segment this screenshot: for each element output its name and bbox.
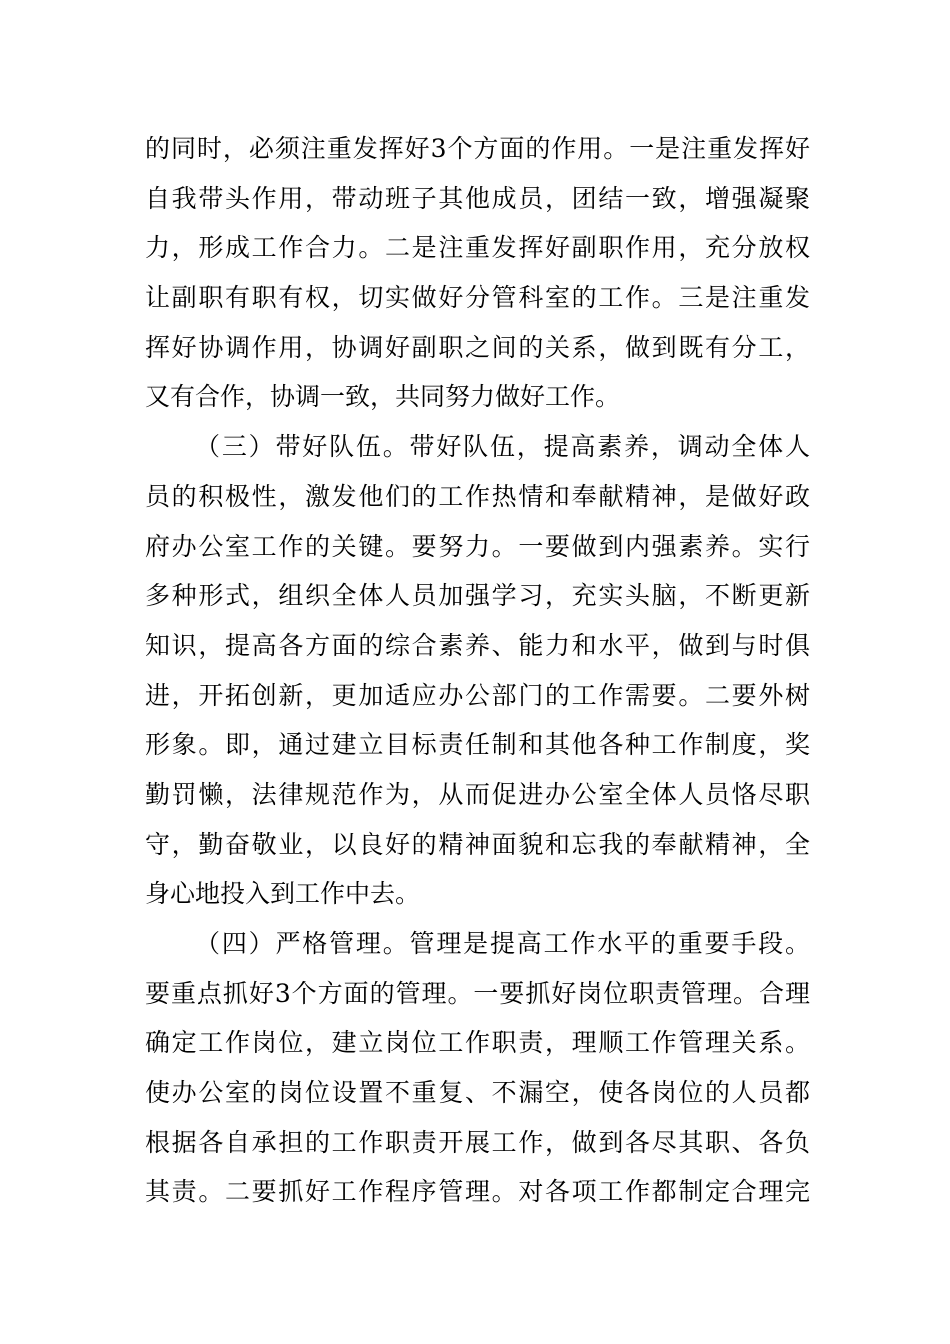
text-line: 要重点抓好3个方面的管理。一要抓好岗位职责管理。合理	[145, 978, 810, 1008]
text-line: 确定工作岗位，建立岗位工作职责，理顺工作管理关系。	[145, 1028, 810, 1058]
text-line: 根据各自承担的工作职责开展工作，做到各尽其职、各负	[145, 1127, 810, 1157]
text-line: 进，开拓创新，更加适应办公部门的工作需要。二要外树	[145, 680, 810, 710]
text-line: （三）带好队伍。带好队伍，提高素养，调动全体人	[195, 432, 810, 462]
text-line: 员的积极性，激发他们的工作热情和奉献精神，是做好政	[145, 481, 810, 511]
text-line: 使办公室的岗位设置不重复、不漏空，使各岗位的人员都	[145, 1078, 810, 1108]
text-line: 多种形式，组织全体人员加强学习，充实头脑，不断更新	[145, 581, 810, 611]
text-line: 府办公室工作的关键。要努力。一要做到内强素养。实行	[145, 531, 810, 561]
body-text	[145, 124, 810, 1217]
text-line: 勤罚懒，法律规范作为，从而促进办公室全体人员恪尽职	[145, 779, 810, 809]
text-line: （四）严格管理。管理是提高工作水平的重要手段。	[195, 929, 810, 958]
text-line: 形象。即，通过建立目标责任制和其他各种工作制度，奖	[145, 730, 810, 760]
text-line: 的同时，必须注重发挥好3个方面的作用。一是注重发挥好	[145, 134, 810, 163]
text-line: 其责。二要抓好工作程序管理。对各项工作都制定合理完	[145, 1177, 810, 1207]
text-line: 挥好协调作用，协调好副职之间的关系，做到既有分工，	[145, 332, 810, 362]
text-line: 守，勤奋敬业，以良好的精神面貌和忘我的奉献精神，全	[145, 829, 810, 859]
text-line: 身心地投入到工作中去。	[145, 879, 421, 909]
text-line: 知识，提高各方面的综合素养、能力和水平，做到与时俱	[145, 630, 810, 660]
text-line: 力，形成工作合力。二是注重发挥好副职作用，充分放权	[145, 233, 810, 263]
text-line: 让副职有职有权，切实做好分管科室的工作。三是注重发	[145, 283, 810, 313]
text-line: 自我带头作用，带动班子其他成员，团结一致，增强凝聚	[145, 183, 810, 213]
text-line: 又有合作，协调一致，共同努力做好工作。	[145, 382, 621, 412]
